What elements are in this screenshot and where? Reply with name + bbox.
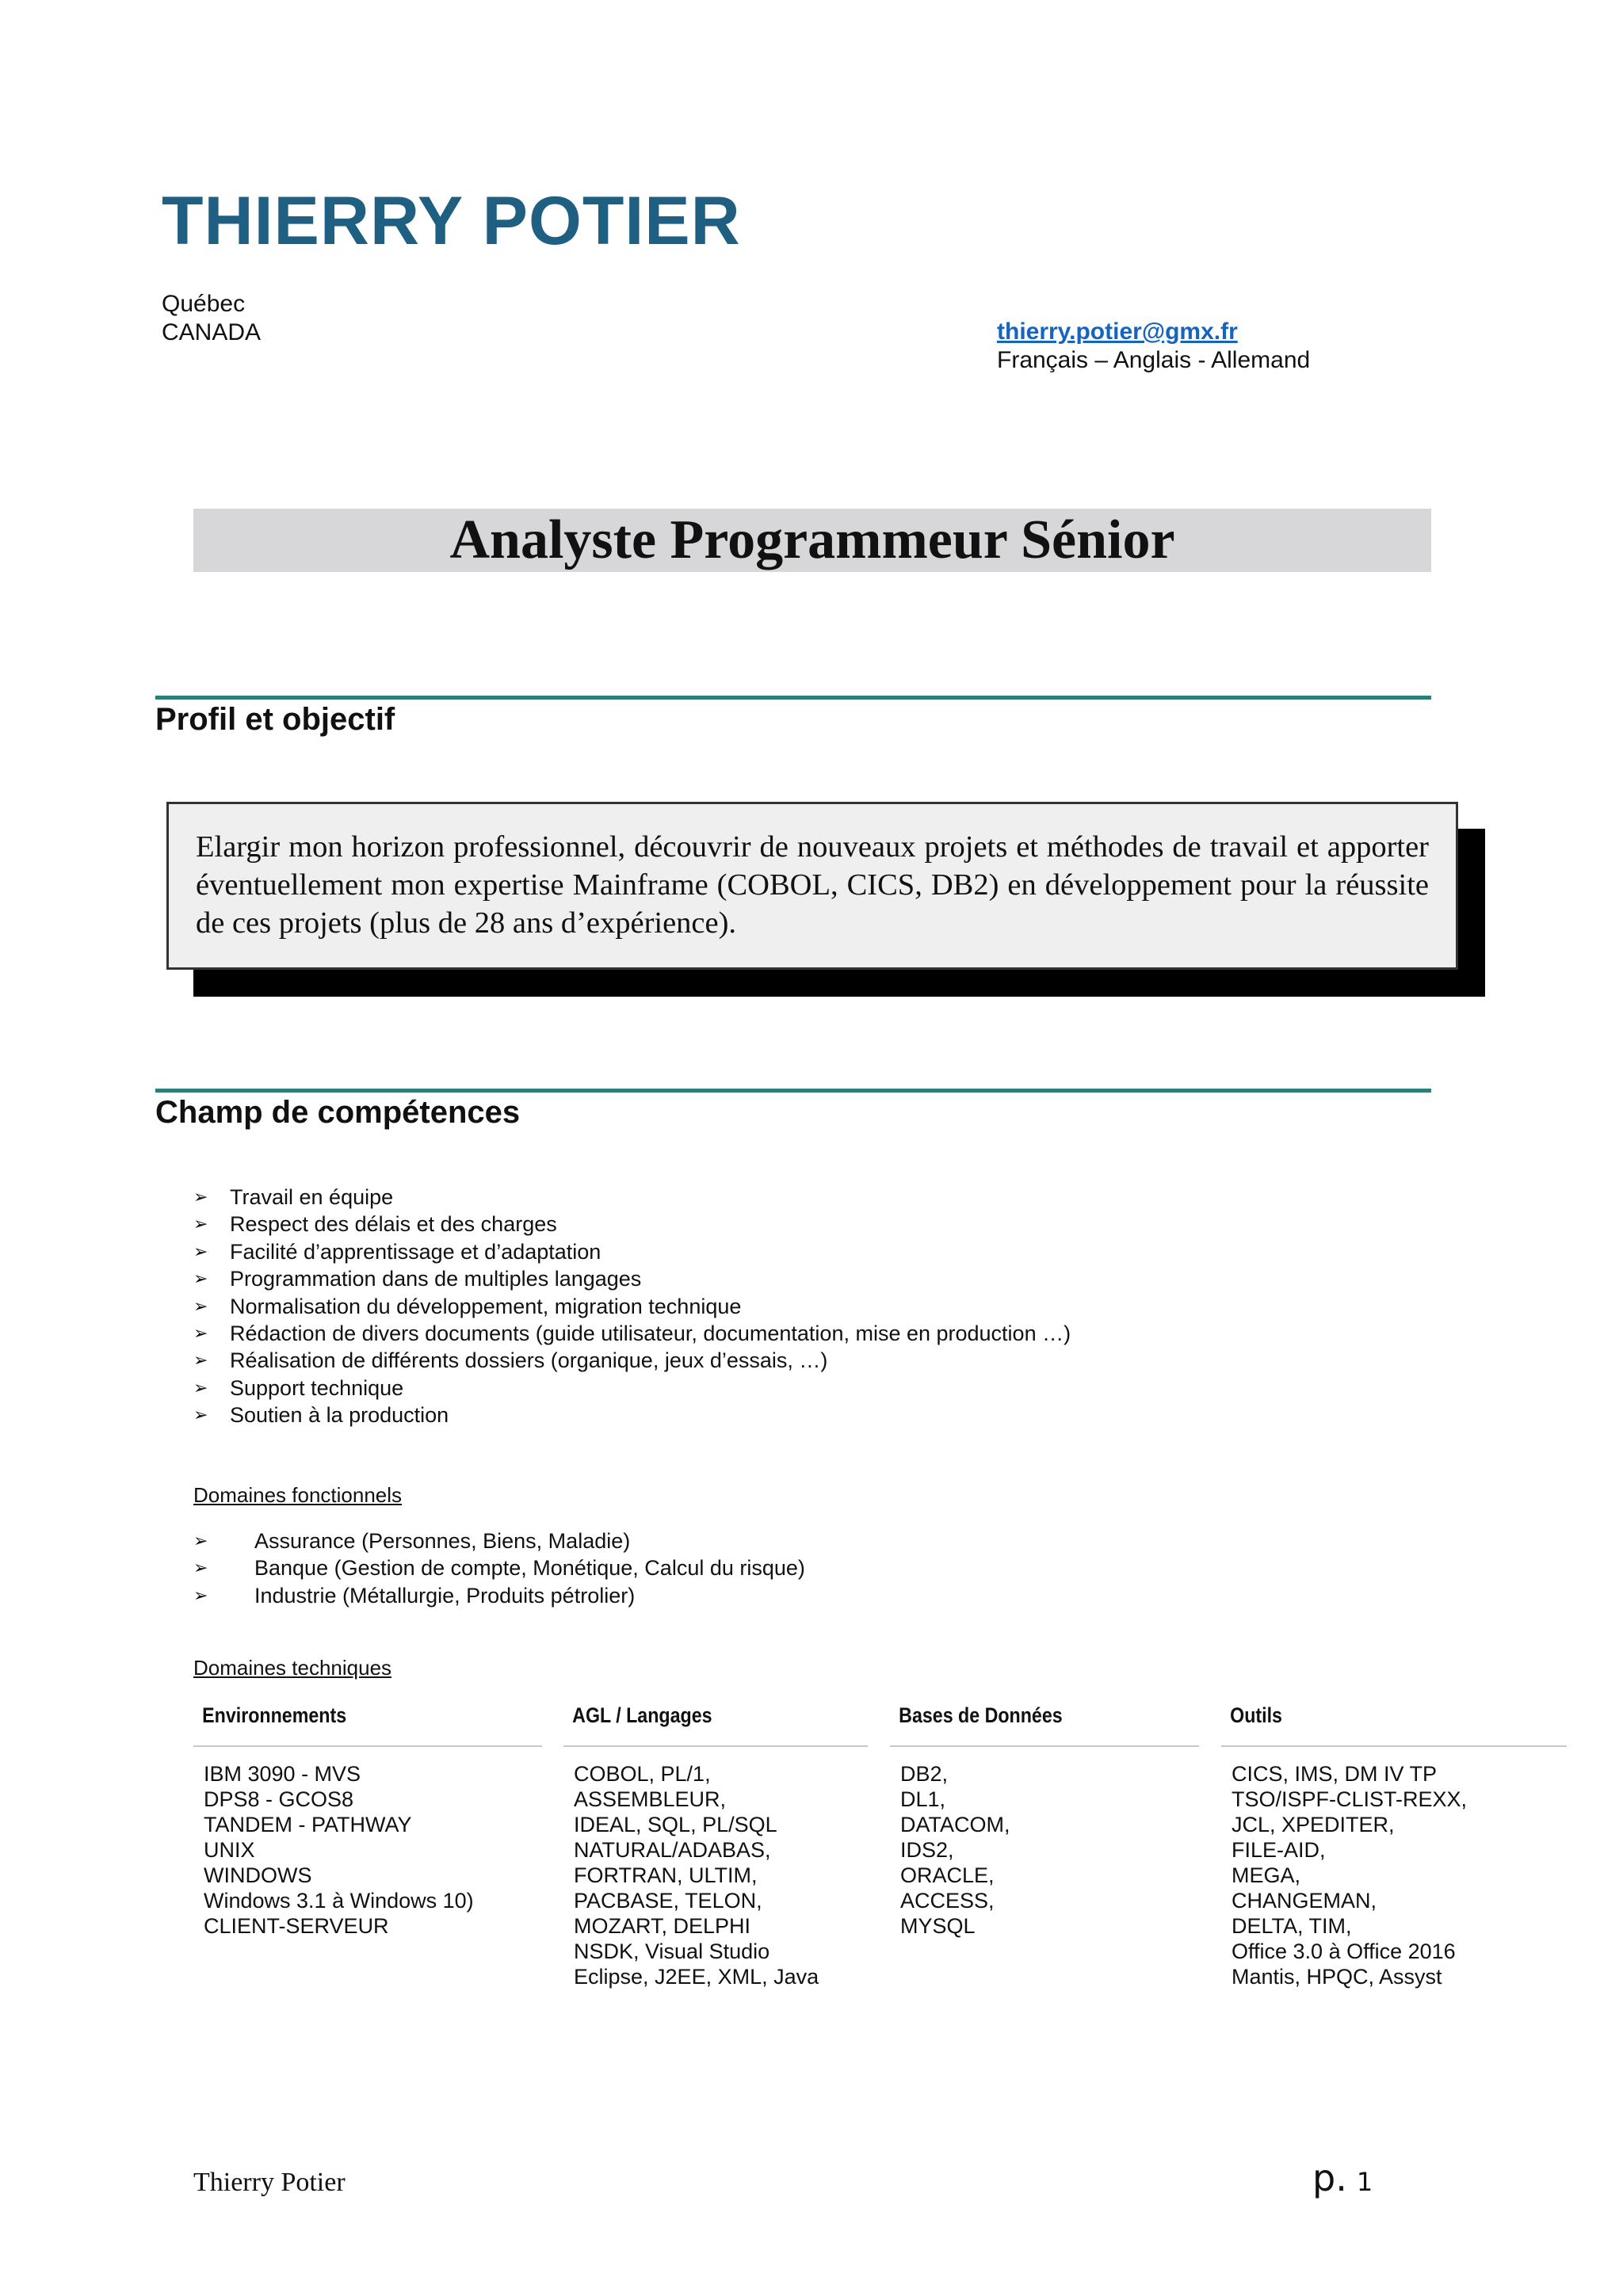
arrow-bullet-icon: ➢ [193, 1187, 208, 1207]
cell: JCL, XPEDITER, [1232, 1813, 1395, 1836]
objective-box [166, 802, 1458, 970]
arrow-bullet-icon: ➢ [193, 1214, 208, 1234]
page-number [1312, 2157, 1373, 2199]
cell: WINDOWS [204, 1863, 312, 1887]
cell: Eclipse, J2EE, XML, Java [574, 1965, 819, 1989]
tech-column-environments [193, 1703, 542, 1939]
section-divider [155, 1089, 1431, 1093]
technical-domains-title: Domaines techniques [193, 1656, 392, 1680]
arrow-bullet-icon: ➢ [193, 1585, 208, 1605]
cell: IDEAL, SQL, PL/SQL [574, 1813, 777, 1836]
objective-text: Elargir mon horizon professionnel, découvrir de nouveaux projets et méthodes de travail et apporter éventuellement mon expertise Mainframe (COBOL, CICS, DB2) en développement pour la réussite de ces projets (plus de 28 ans d’expérience). [196, 830, 1429, 940]
cell: UNIX [204, 1838, 255, 1862]
job-title-banner [193, 509, 1431, 572]
cell: DL1, [900, 1787, 946, 1811]
cell: FORTRAN, ULTIM, [574, 1863, 758, 1887]
cell: PACBASE, TELON, [574, 1889, 762, 1913]
list-item: ➢ Assurance (Personnes, Biens, Maladie) [193, 1527, 805, 1554]
list-item: ➢ Programmation dans de multiples langages [193, 1265, 1071, 1292]
cell: NATURAL/ADABAS, [574, 1838, 771, 1862]
functional-domains-list [193, 1527, 805, 1609]
list-item: ➢ Réalisation de différents dossiers (organique, jeux d’essais, …) [193, 1347, 1071, 1374]
column-divider [1221, 1745, 1567, 1747]
cell: MOZART, DELPHI [574, 1914, 751, 1938]
cell: ORACLE, [900, 1863, 995, 1887]
cell: TANDEM - PATHWAY [204, 1813, 412, 1836]
section-divider [155, 696, 1431, 700]
cell: IDS2, [900, 1838, 954, 1862]
page-number-value: 1 [1356, 2167, 1373, 2197]
functional-domains-title: Domaines fonctionnels [193, 1483, 403, 1507]
footer-name: Thierry Potier [193, 2168, 346, 2197]
cell: TSO/ISPF-CLIST-REXX, [1232, 1787, 1468, 1811]
tech-column-tools [1221, 1703, 1567, 1989]
column-divider [890, 1745, 1199, 1747]
arrow-bullet-icon: ➢ [193, 1295, 208, 1316]
candidate-name: THIERRY POTIER [162, 183, 741, 259]
cell: DELTA, TIM, [1232, 1914, 1352, 1938]
list-item: ➢ Industrie (Métallurgie, Produits pétrolier) [193, 1582, 805, 1609]
job-title: Analyste Programmeur Sénior [449, 509, 1175, 570]
contact-block [997, 318, 1310, 375]
column-divider [563, 1745, 868, 1747]
tech-column-databases [890, 1703, 1199, 1939]
list-item: ➢ Facilité d’apprentissage et d’adaptation [193, 1238, 1071, 1265]
cell: Mantis, HPQC, Assyst [1232, 1965, 1442, 1989]
tech-column-languages [563, 1703, 868, 1989]
list-item: ➢ Banque (Gestion de compte, Monétique, Calcul du risque) [193, 1554, 805, 1581]
arrow-bullet-icon: ➢ [193, 1350, 208, 1371]
arrow-bullet-icon: ➢ [193, 1323, 208, 1344]
section-title-skills: Champ de compétences [155, 1095, 521, 1130]
cell: CLIENT-SERVEUR [204, 1914, 389, 1938]
list-item: ➢ Normalisation du développement, migration technique [193, 1293, 1071, 1320]
page-label: p. [1312, 2157, 1347, 2199]
column-divider [193, 1745, 542, 1747]
skills-list [193, 1184, 1071, 1429]
arrow-bullet-icon: ➢ [193, 1405, 208, 1425]
arrow-bullet-icon: ➢ [193, 1268, 208, 1289]
cell: IBM 3090 - MVS [204, 1762, 361, 1786]
cell: MYSQL [900, 1914, 976, 1938]
address-city: Québec [162, 291, 246, 317]
arrow-bullet-icon: ➢ [193, 1241, 208, 1261]
list-item: ➢ Support technique [193, 1375, 1071, 1402]
column-header: Outils [1230, 1703, 1282, 1727]
cell: CICS, IMS, DM IV TP [1232, 1762, 1438, 1786]
arrow-bullet-icon: ➢ [193, 1531, 208, 1550]
cell: DB2, [900, 1762, 949, 1786]
cell: Office 3.0 à Office 2016 [1232, 1939, 1456, 1963]
column-header: AGL / Langages [572, 1703, 712, 1727]
cell: DPS8 - GCOS8 [204, 1787, 354, 1811]
cell: DATACOM, [900, 1813, 1010, 1836]
list-item: ➢ Respect des délais et des charges [193, 1211, 1071, 1238]
list-item: ➢ Travail en équipe [193, 1184, 1071, 1211]
address-block [162, 290, 261, 347]
column-header: Environnements [202, 1703, 347, 1727]
arrow-bullet-icon: ➢ [193, 1558, 208, 1578]
arrow-bullet-icon: ➢ [193, 1377, 208, 1398]
cell: ASSEMBLEUR, [574, 1787, 727, 1811]
email-link[interactable]: thierry.potier@gmx.fr [997, 318, 1238, 345]
languages: Français – Anglais - Allemand [997, 347, 1311, 373]
cell: ACCESS, [900, 1889, 995, 1913]
cell: NSDK, Visual Studio [574, 1939, 770, 1963]
section-title-profile: Profil et objectif [155, 702, 395, 737]
cell: COBOL, PL/1, [574, 1762, 711, 1786]
cell: Windows 3.1 à Windows 10) [204, 1889, 474, 1913]
cell: MEGA, [1232, 1863, 1301, 1887]
cell: FILE-AID, [1232, 1838, 1326, 1862]
list-item: ➢ Soutien à la production [193, 1402, 1071, 1428]
column-header: Bases de Données [899, 1703, 1063, 1727]
list-item: ➢ Rédaction de divers documents (guide utilisateur, documentation, mise en production …) [193, 1320, 1071, 1347]
cell: CHANGEMAN, [1232, 1889, 1377, 1913]
address-country: CANADA [162, 319, 262, 345]
